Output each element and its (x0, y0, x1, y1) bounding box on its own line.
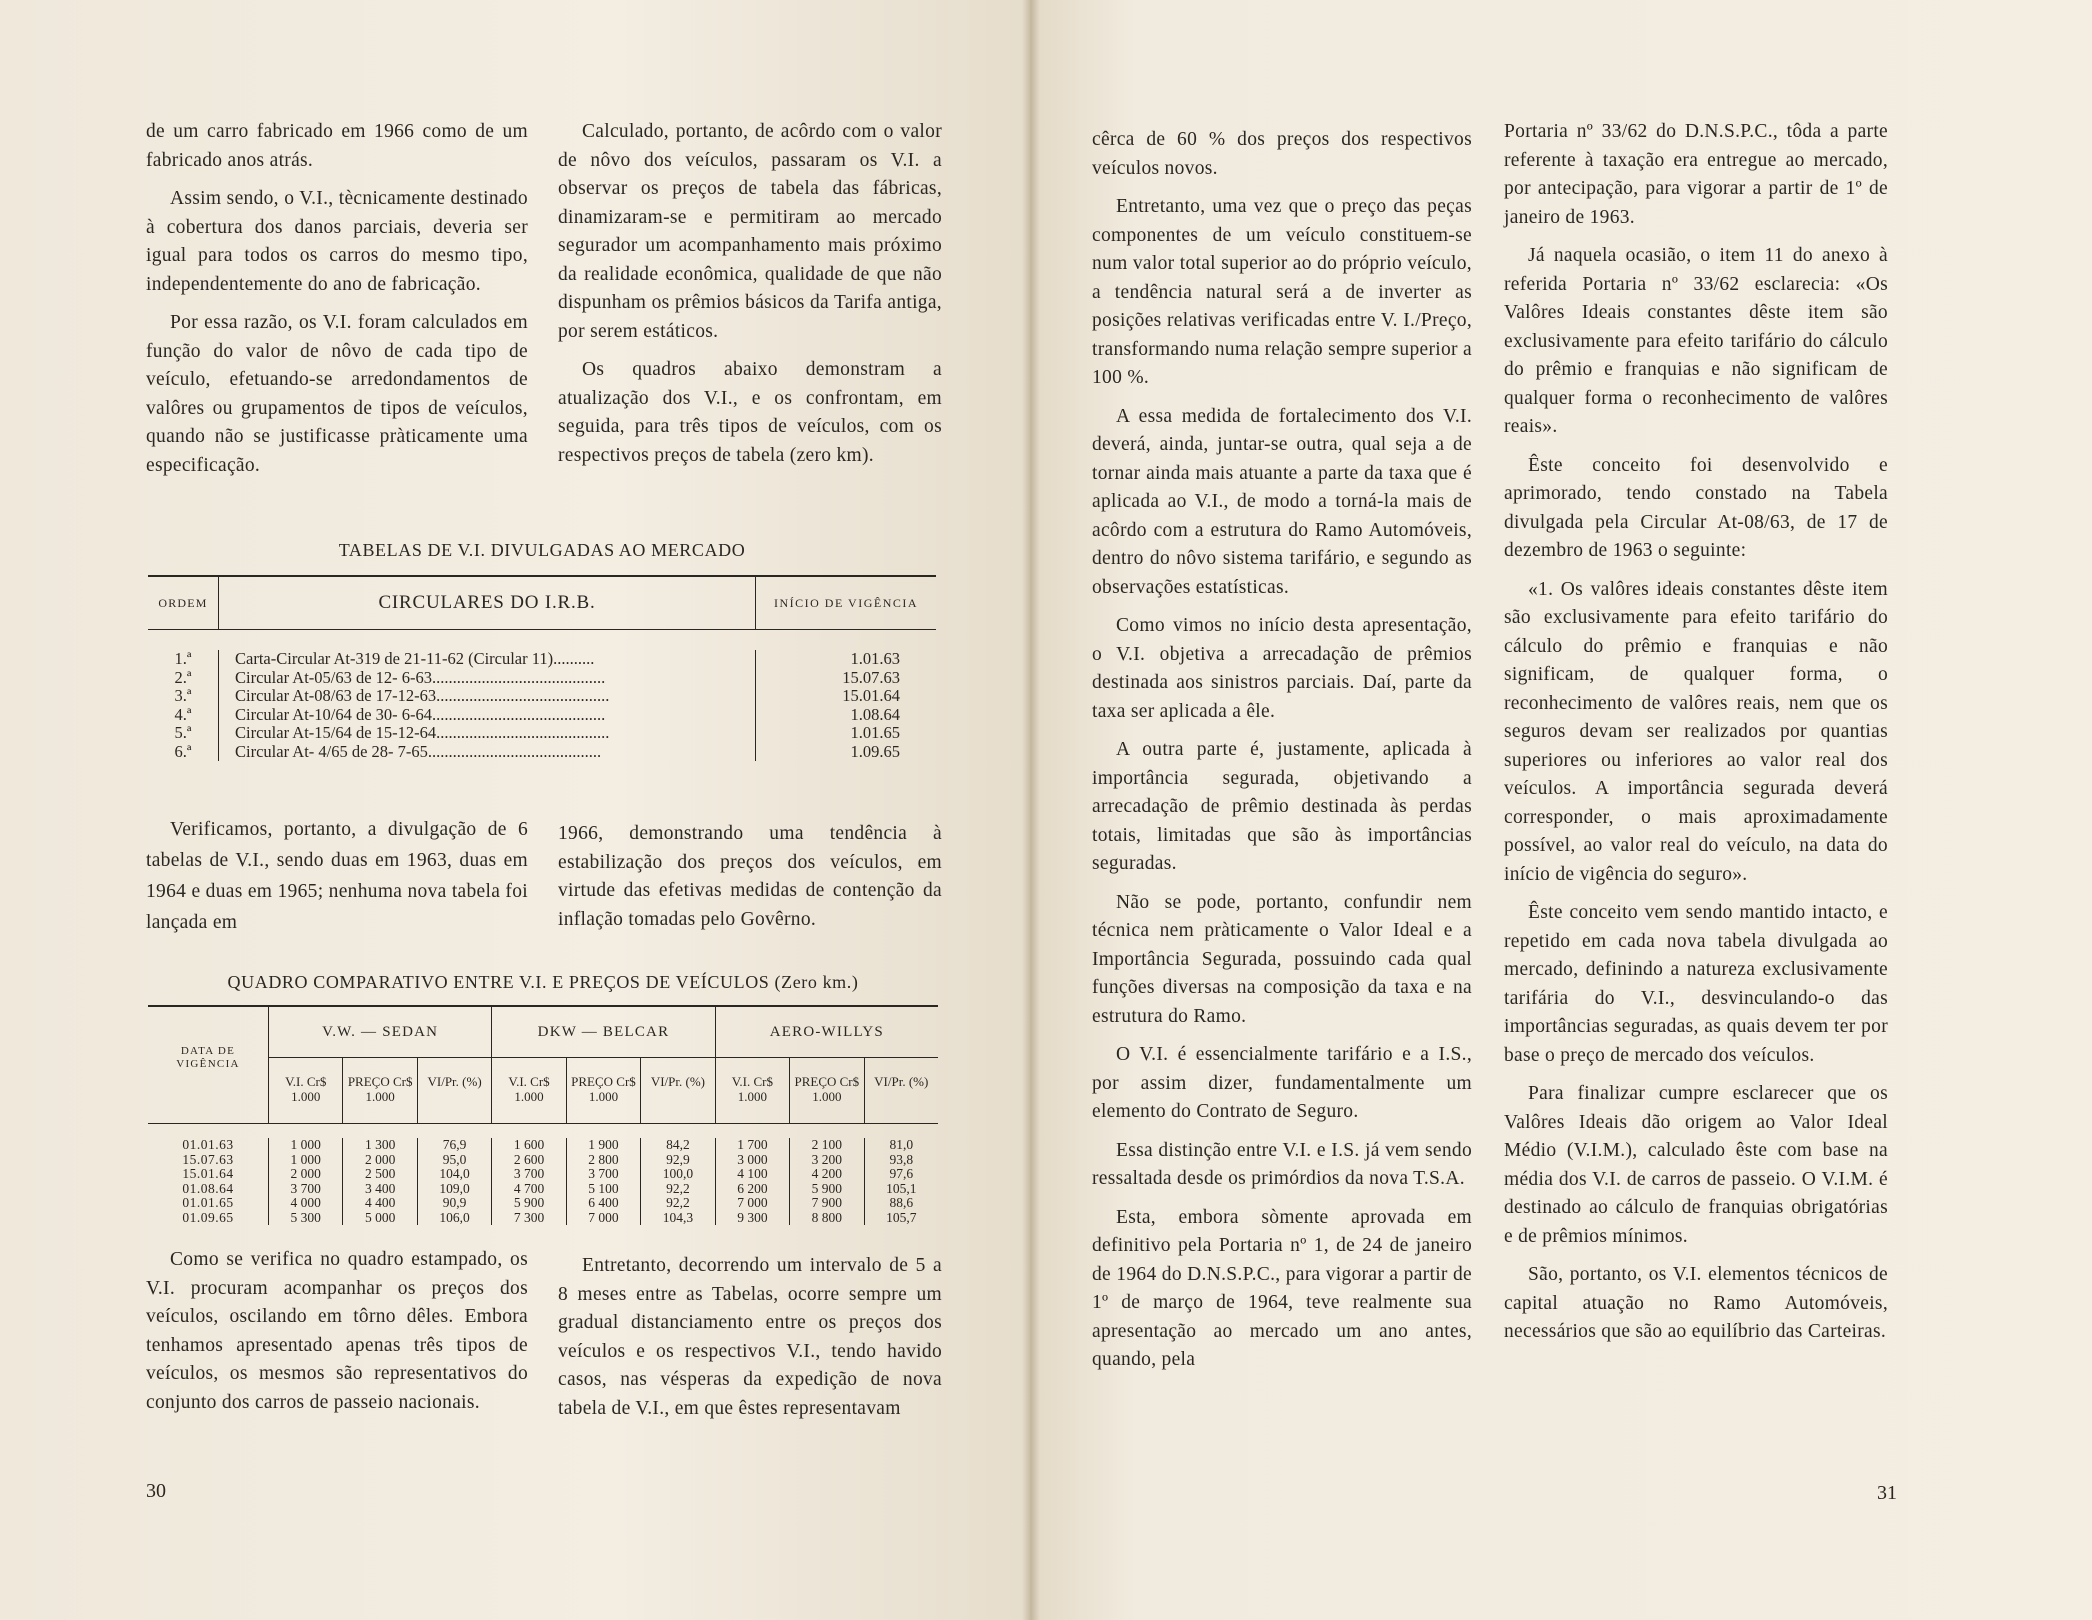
paragraph: Essa distinção entre V.I. e I.S. já vem sendo ressaltada desde os primórdios da nova T.S.A. (1092, 1139, 1472, 1189)
paragraph: «1. Os valôres ideais constantes dêste item são exclusivamente para efeito tarifário do cálculo do prêmio e franquias e não significam, de qualquer forma, o reconhecimento de valôres reais, nem que os seguros devam ser realizados por quantias superiores ou inferiores ao valor real dos veículos. A importância segurada deverá corresponder, o mais aproximadamente possível, ao valor real do veículo, na data do início de vigência do seguro». (1504, 578, 1888, 885)
cell-vi: 9 300 (737, 1209, 768, 1225)
page-number: 30 (146, 1480, 166, 1502)
group-header (491, 1007, 714, 1123)
paragraph: 1966, demonstrando uma tendência à estabilização dos preços dos veículos, em virtude das efetivas medidas de contenção da inflação tomadas pelo Govêrno. (558, 823, 942, 930)
column-vi (269, 1138, 342, 1225)
cell-inicio: 1.09.65 (850, 742, 900, 761)
cell-circular: Circular At- 4/65 de 28- 7-65.......................................... (235, 742, 602, 761)
cell-preco: 4 400 (364, 1195, 396, 1210)
group-header (268, 1007, 491, 1123)
cell-date: 01.08.64 (182, 1180, 234, 1196)
cell-circular: Carta-Circular At-319 de 21-11-62 (Circular 11).......... (235, 650, 595, 668)
group-title: DKW — BELCAR (492, 1007, 714, 1058)
cell-ordem: 2.ª (174, 668, 192, 687)
cell-date: 01.09.65 (182, 1209, 234, 1225)
group-body (491, 1138, 714, 1225)
group-header (715, 1007, 938, 1123)
paragraph: Para finalizar cumpre esclarecer que os Valôres Ideais dão origem ao Valor Ideal Médio (V.I.M.), calculado êste com base na média dos V.I. de carros de passeio. O V.I.M. é destinado ao cálculo de franquias obrigatórias e de prêmios mínimos. (1504, 1083, 1888, 1247)
cell-circular: Circular At-08/63 de 17-12-63.......................................... (235, 687, 610, 705)
header-ordem: ORDEM (158, 595, 208, 610)
cell-pct: 81,0 (889, 1137, 914, 1152)
cell-vi: 1 600 (513, 1137, 545, 1152)
cell-inicio: 1.01.63 (850, 650, 900, 668)
cell-preco: 2 100 (811, 1137, 842, 1152)
cell-ordem: 3.ª (174, 687, 192, 705)
cell-preco: 1 300 (364, 1137, 396, 1152)
cell-ordem: 5.ª (174, 724, 192, 742)
left-mid-column-2 (558, 820, 942, 944)
paragraph: São, portanto, os V.I. elementos técnicos de capital atuação no Ramo Automóveis, necessários que são ao equilíbrio das Carteiras. (1504, 1264, 1888, 1342)
paragraph: Os quadros abaixo demonstram a atualização dos V.I., e os confrontam, em seguida, para três tipos de veículos, com os respectivos preços de tabela (zero km). (558, 359, 942, 466)
cell-inicio: 1.08.64 (850, 705, 900, 724)
cell-vi: 2 000 (290, 1166, 321, 1181)
column-vi (492, 1138, 565, 1225)
cell-pct: 88,6 (889, 1195, 914, 1210)
paragraph: cêrca de 60 % dos preços dos respectivos veículos novos. (1092, 129, 1472, 179)
cell-ordem: 6.ª (174, 742, 192, 761)
paragraph: Esta, embora sòmente aprovada em definitivo pela Portaria nº 1, de 24 de janeiro de 1964 do D.N.S.P.C., para vigorar a partir de 1º de março de 1964, teve realmente sua apresentação ao mercado um ano antes, quando, pela (1092, 1206, 1472, 1370)
cell-preco: 5 100 (588, 1180, 619, 1196)
cell-preco: 7 900 (811, 1195, 842, 1210)
paragraph: de um carro fabricado em 1966 como de um fabricado anos atrás. (146, 121, 528, 171)
circulares-table (148, 575, 936, 761)
group-body (268, 1138, 491, 1225)
cell-pct: 104,0 (439, 1166, 470, 1181)
paragraph: Êste conceito vem sendo mantido intacto, e repetido em cada nova tabela divulgada ao mercado, definindo a natureza exclusivamente tarifária do V.I., desvinculando-o das importâncias seguradas, as quais devem ter por base o preço de mercado dos veículos. (1504, 902, 1888, 1066)
dates-column (148, 1138, 268, 1225)
cell-pct: 92,2 (666, 1195, 690, 1210)
group-title: V.W. — SEDAN (269, 1007, 491, 1058)
paragraph: Entretanto, uma vez que o preço das peças componentes de um veículo constituem-se num valor total superior ao do próprio veículo, a tendência natural será a de inverter as posições relativas verificadas entre V. I./Preço, transformando numa relação sempre superior a 100 %. (1092, 196, 1472, 388)
paragraph: Por essa razão, os V.I. foram calculados em função do valor de nôvo de cada tipo de veículo, efetuando-se arredondamentos de valôres ou grupamentos de tipos de veículos, quando não se justificasse pràticamente uma especificação. (146, 312, 528, 476)
paragraph: Já naquela ocasião, o item 11 do anexo à referida Portaria nº 33/62 esclarecia: «Os Valôres Ideais constantes dêste item são exclusivamente para efeito tarifário do cálculo do prêmio e franquias e não significam de qualquer forma o reconhecimento de valôres reais». (1504, 245, 1888, 437)
column-vi (716, 1138, 789, 1225)
cell-vi: 3 000 (737, 1151, 768, 1167)
cell-pct: 105,7 (886, 1209, 917, 1225)
cell-vi: 7 000 (737, 1195, 768, 1210)
paragraph: A outra parte é, justamente, aplicada à importância segurada, objetivando a arrecadação de prêmio destinada às perdas totais, limitadas que são às importâncias seguradas. (1092, 739, 1472, 874)
left-bottom-column-1 (146, 1246, 528, 1427)
cell-preco: 4 200 (811, 1166, 842, 1181)
cell-date: 01.01.65 (182, 1195, 234, 1210)
paragraph: Como se verifica no quadro estampado, os V.I. procuram acompanhar os preços dos veículos, oscilando em tôrno dêles. Embora tenhamos apresentado apenas três tipos de veículos, os mesmos são representativos do conjunto dos carros de passeio nacionais. (146, 1249, 528, 1413)
column-pct (640, 1138, 714, 1225)
column-preco (342, 1138, 416, 1225)
cell-preco: 6 400 (588, 1195, 619, 1210)
cell-pct: 109,0 (439, 1180, 470, 1196)
cell-pct: 92,2 (666, 1180, 690, 1196)
subheader-vi: V.I. Cr$ 1.000 (285, 1074, 327, 1104)
cell-vi: 5 300 (290, 1209, 321, 1225)
cell-pct: 97,6 (889, 1166, 914, 1181)
cell-preco: 5 000 (364, 1209, 396, 1225)
left-mid-column-1 (146, 814, 528, 948)
cell-preco: 1 900 (588, 1137, 619, 1152)
paragraph: Não se pode, portanto, confundir nem técnica nem pràticamente o Valor Ideal e a Importância Segurada, possuindo cada qual funções diversas na composição da taxa e na estrutura do Ramo. (1092, 891, 1472, 1027)
page-number: 31 (1877, 1482, 1897, 1504)
cell-inicio: 15.01.64 (842, 687, 900, 705)
subheader-preco: PREÇO Cr$ 1.000 (789, 1058, 863, 1123)
column-preco (566, 1138, 640, 1225)
subheader-pct: VI/Pr. (%) (417, 1058, 491, 1123)
subheader-preco: PREÇO Cr$ 1.000 (566, 1058, 640, 1123)
cell-vi: 4 000 (290, 1195, 321, 1210)
paragraph: Assim sendo, o V.I., tècnicamente destinado à cobertura dos danos parciais, deveria ser igual para todos os carros do mesmo tipo, independentemente do ano de fabricação. (146, 188, 528, 295)
cell-vi: 4 100 (737, 1166, 768, 1181)
column-pct (864, 1138, 938, 1225)
cell-ordem: 1.ª (174, 650, 192, 668)
column-pct (417, 1138, 491, 1225)
paragraph: Calculado, portanto, de acôrdo com o valor de nôvo dos veículos, passaram os V.I. a observar os preços de tabela das fábricas, dinamizaram-se e permitiram ao mercado segurador um acompanhamento mais próximo da realidade econômica, qualidade de que não dispunham os prêmios básicos da Tarifa antiga, por serem estáticos. (558, 121, 942, 342)
left-column-1 (146, 118, 528, 490)
cell-circular: Circular At-05/63 de 12- 6-63.......................................... (235, 668, 606, 687)
paragraph: Êste conceito foi desenvolvido e aprimorado, tendo constado na Tabela divulgada pela Circular At-08/63, de 17 de dezembro de 1963 o seguinte: (1504, 454, 1888, 561)
cell-preco: 7 000 (588, 1209, 619, 1225)
cell-pct: 100,0 (662, 1166, 694, 1181)
cell-pct: 105,1 (886, 1180, 917, 1196)
cell-pct: 104,3 (662, 1209, 694, 1225)
cell-vi: 7 300 (513, 1209, 545, 1225)
cell-inicio: 15.07.63 (842, 668, 900, 687)
cell-preco: 8 800 (811, 1209, 842, 1225)
cell-circular: Circular At-10/64 de 30- 6-64.......................................... (235, 705, 606, 724)
subheader-vi: V.I. Cr$ 1.000 (731, 1074, 774, 1104)
subheader-pct: VI/Pr. (%) (864, 1058, 938, 1123)
cell-pct: 90,9 (442, 1195, 467, 1210)
group-title: AERO-WILLYS (716, 1007, 938, 1058)
table2-caption: QUADRO COMPARATIVO ENTRE V.I. E PREÇOS DE VEÍCULOS (Zero km.) (227, 972, 859, 992)
cell-vi: 4 700 (513, 1180, 545, 1196)
paragraph: Como vimos no início desta apresentação, o V.I. objetiva a arrecadação de prêmios destinada aos sinistros parciais. Daí, parte da taxa ser aplicada a êle. (1092, 615, 1472, 722)
cell-pct: 95,0 (442, 1151, 467, 1167)
paragraph: Entretanto, decorrendo um intervalo de 5 a 8 meses entre as Tabelas, ocorre sempre um gradual distanciamento entre os preços dos veículos e os respectivos V.I., tendo havido casos, nas vésperas da expedição de nova tabela de V.I., em que êstes representavam (558, 1255, 942, 1419)
cell-preco: 3 200 (811, 1151, 842, 1167)
cell-inicio: 1.01.65 (850, 724, 900, 742)
comparative-table (148, 1005, 938, 1225)
cell-vi: 3 700 (513, 1166, 545, 1181)
cell-preco: 2 500 (364, 1166, 396, 1181)
column-preco (789, 1138, 863, 1225)
cell-pct: 92,9 (666, 1151, 690, 1167)
cell-vi: 1 000 (290, 1151, 321, 1167)
left-bottom-column-2 (558, 1252, 942, 1433)
cell-preco: 2 800 (588, 1151, 619, 1167)
subheader-pct: VI/Pr. (%) (640, 1058, 714, 1123)
subheader-preco: PREÇO Cr$ 1.000 (342, 1058, 416, 1123)
cell-vi: 1 700 (737, 1137, 768, 1152)
header-circulares: CIRCULARES DO I.R.B. (218, 577, 756, 629)
book-gutter (1022, 0, 1040, 1620)
group-body (715, 1138, 938, 1225)
subheader-vi: V.I. Cr$ 1.000 (508, 1074, 550, 1104)
cell-preco: 3 400 (364, 1180, 396, 1196)
cell-date: 15.07.63 (182, 1151, 234, 1167)
paragraph: A essa medida de fortalecimento dos V.I. deverá, ainda, juntar-se outra, qual seja a de tornar ainda mais atuante a parte da taxa que é aplicada ao V.I., de modo a torná-la mais de acôrdo com a estrutura do Ramo Automóveis, dentro do nôvo sistema tarifário, e segundo as observações estatísticas. (1092, 405, 1472, 598)
cell-vi: 3 700 (290, 1180, 321, 1196)
cell-preco: 3 700 (588, 1166, 619, 1181)
left-column-2 (558, 118, 942, 480)
cell-vi: 6 200 (737, 1180, 768, 1196)
cell-date: 15.01.64 (182, 1166, 234, 1181)
left-page (0, 0, 1030, 1620)
header-inicio: INÍCIO DE VIGÊNCIA (773, 595, 919, 610)
cell-pct: 106,0 (439, 1209, 470, 1225)
header-data-vigencia: DATA DE VIGÊNCIA (176, 1045, 240, 1070)
table1-caption: TABELAS DE V.I. DIVULGADAS AO MERCADO (338, 540, 746, 560)
right-page (1030, 0, 2092, 1620)
cell-vi: 2 600 (513, 1151, 545, 1167)
paragraph: Portaria nº 33/62 do D.N.S.P.C., tôda a parte referente à taxação era entregue ao mercado, por antecipação, para vigorar a partir de 1º de janeiro de 1963. (1504, 121, 1888, 228)
paragraph: Verificamos, portanto, a divulgação de 6 tabelas de V.I., sendo duas em 1963, duas em 1964 e duas em 1965; nenhuma nova tabela foi lançada em (146, 819, 528, 933)
cell-date: 01.01.63 (182, 1137, 234, 1152)
cell-preco: 2 000 (364, 1151, 396, 1167)
cell-pct: 76,9 (442, 1137, 467, 1152)
right-column-2 (1504, 118, 1888, 1357)
right-column-1 (1092, 126, 1472, 1385)
cell-ordem: 4.ª (174, 705, 192, 724)
cell-pct: 93,8 (889, 1151, 914, 1167)
cell-vi: 1 000 (290, 1137, 321, 1152)
cell-pct: 84,2 (666, 1137, 690, 1152)
paragraph: O V.I. é essencialmente tarifário e a I.S., por assim dizer, fundamentalmente um elemento do Contrato de Seguro. (1092, 1044, 1472, 1122)
cell-preco: 5 900 (811, 1180, 842, 1196)
cell-circular: Circular At-15/64 de 15-12-64.......................................... (235, 724, 610, 742)
cell-vi: 5 900 (513, 1195, 545, 1210)
